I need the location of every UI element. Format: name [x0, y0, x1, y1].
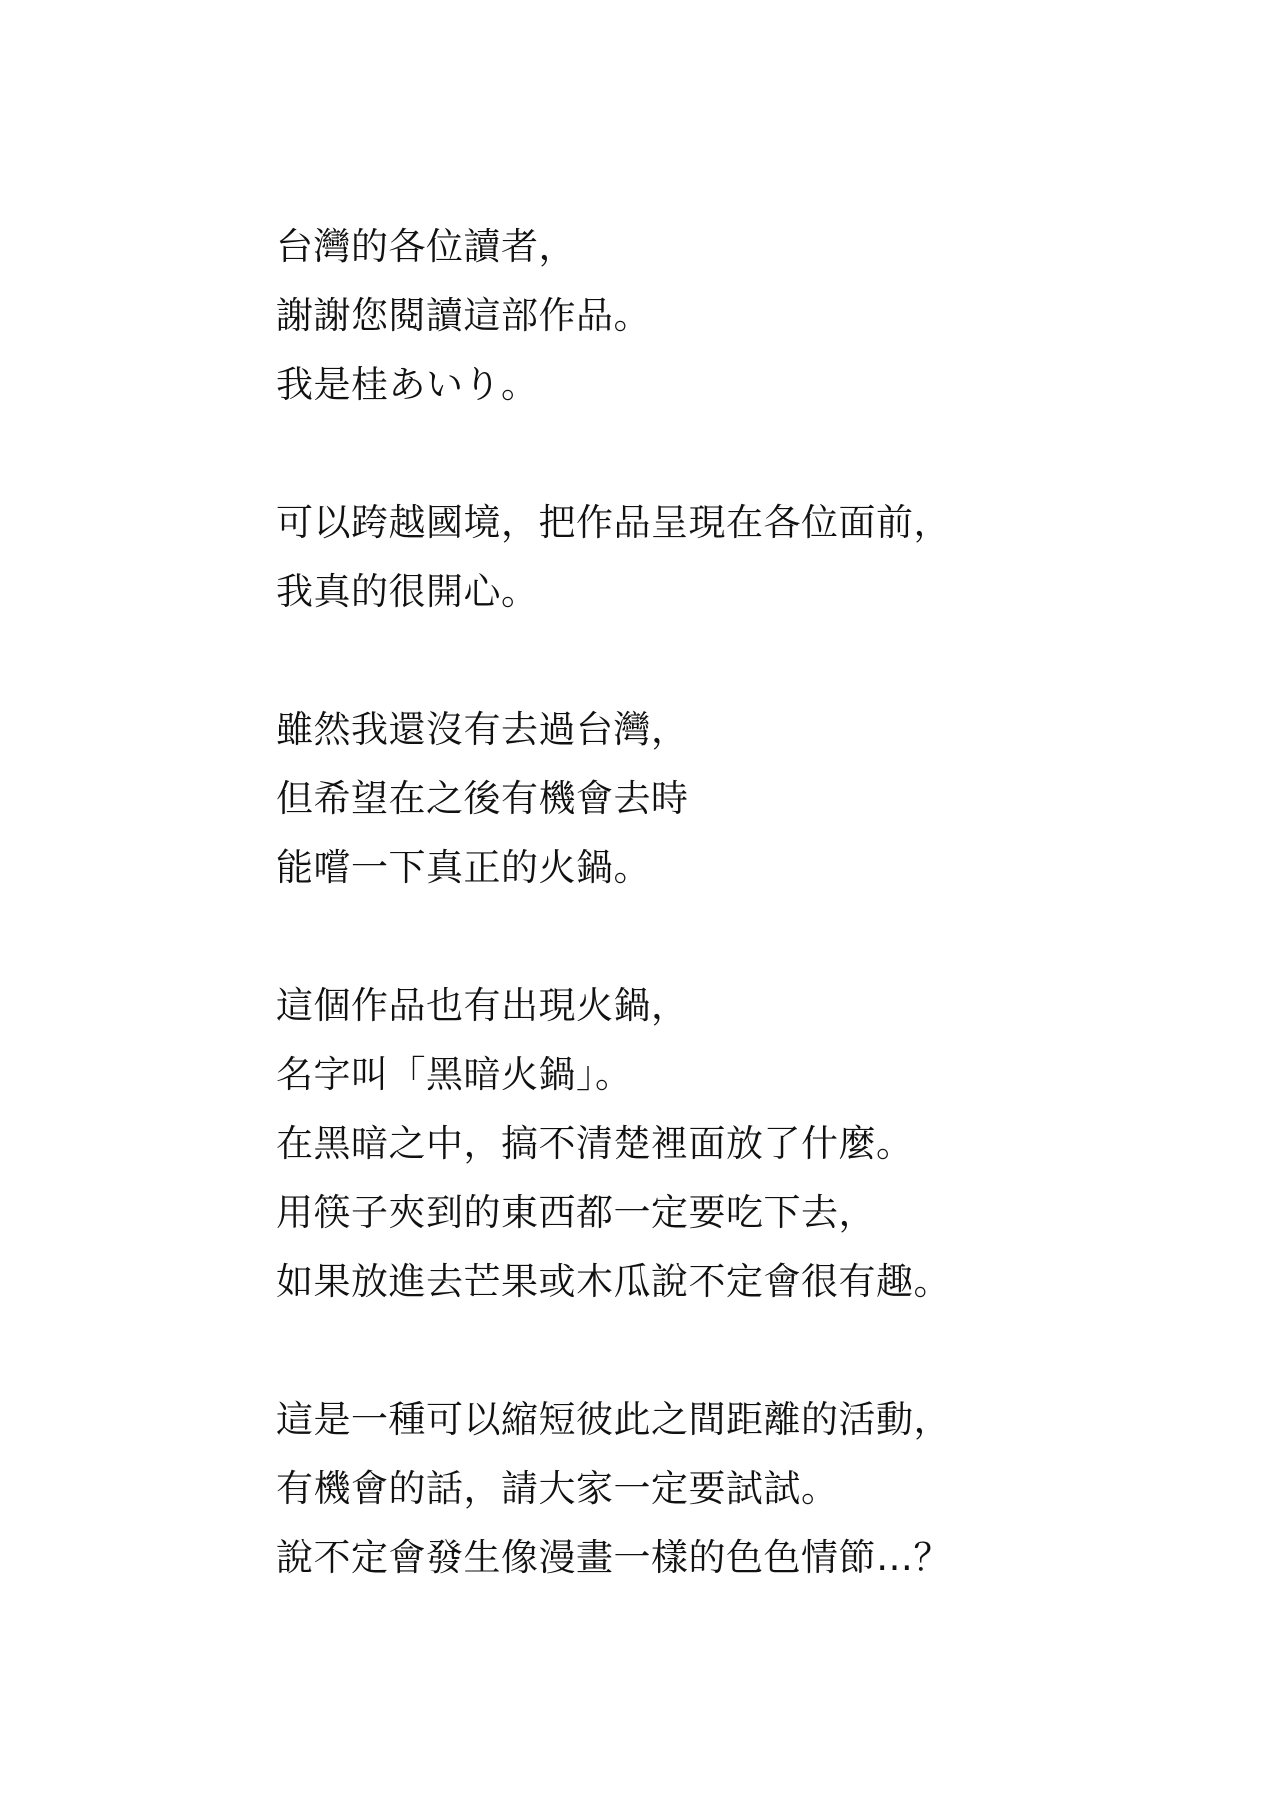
- text-line: 能嚐一下真正的火鍋。: [276, 846, 651, 889]
- paragraph-greeting: [276, 212, 1036, 419]
- text-line: 在黑暗之中，搞不清楚裡面放了什麼。: [276, 1122, 914, 1165]
- afterword-letter: [276, 212, 1036, 1592]
- text-line: 用筷子夾到的東西都一定要吃下去，: [276, 1191, 876, 1234]
- text-line: 但希望在之後有機會去時: [276, 777, 689, 820]
- text-line: 這是一種可以縮短彼此之間距離的活動，: [276, 1398, 951, 1441]
- text-line: 台灣的各位讀者，: [276, 225, 576, 268]
- text-line: 有機會的話，請大家一定要試試。: [276, 1467, 839, 1510]
- paragraph-dark-hotpot: [276, 971, 1036, 1316]
- paragraph-taiwan-visit: [276, 695, 1036, 902]
- text-line: 如果放進去芒果或木瓜說不定會很有趣。: [276, 1260, 951, 1303]
- text-line: 名字叫「黑暗火鍋」。: [276, 1053, 633, 1096]
- text-line: 謝謝您閱讀這部作品。: [276, 294, 651, 337]
- paragraph-closing: [276, 1385, 1036, 1592]
- text-line: 我真的很開心。: [276, 570, 539, 613]
- text-line: 雖然我還沒有去過台灣，: [276, 708, 689, 751]
- text-line: 說不定會發生像漫畫一樣的色色情節…？: [276, 1536, 951, 1579]
- text-line: 我是桂あいり。: [276, 363, 539, 406]
- text-line: 這個作品也有出現火鍋，: [276, 984, 689, 1027]
- text-line: 可以跨越國境，把作品呈現在各位面前，: [276, 501, 951, 544]
- paragraph-happy: [276, 488, 1036, 626]
